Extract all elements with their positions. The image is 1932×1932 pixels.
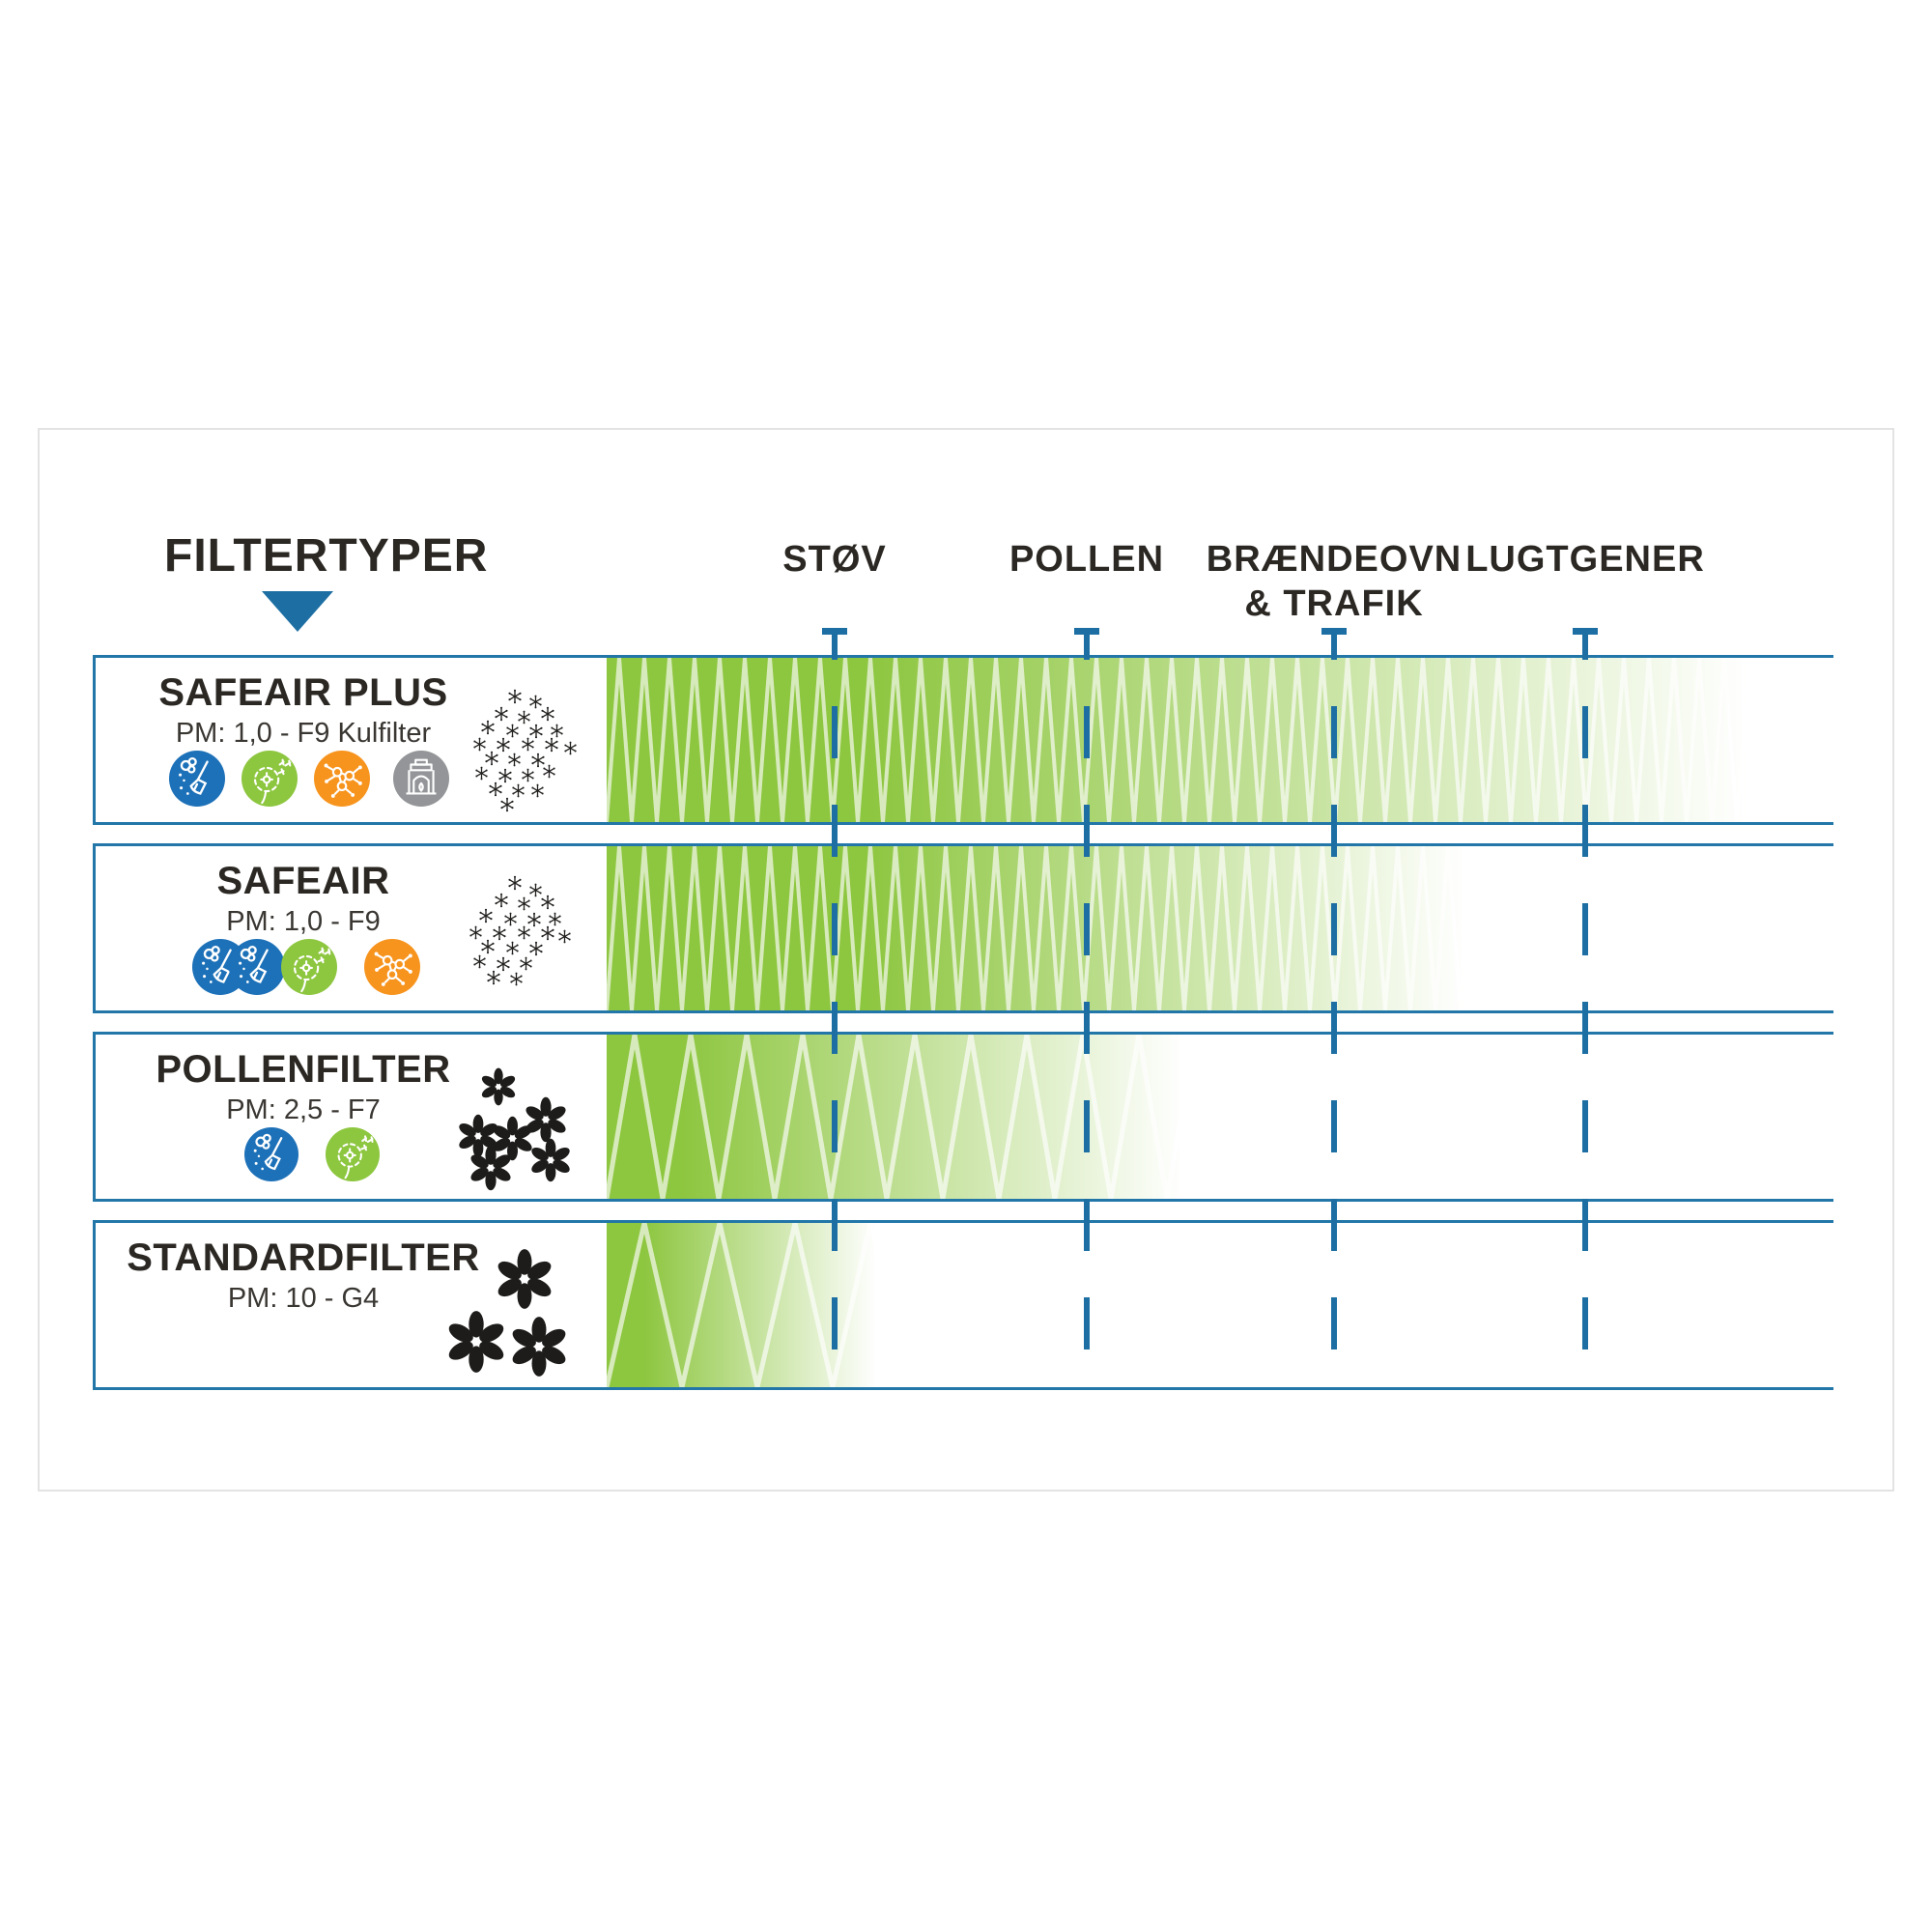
- pollen-grain-cluster: [452, 1064, 582, 1194]
- page-title: FILTERTYPER: [164, 530, 489, 582]
- column-header-pollen: [1009, 537, 1164, 582]
- column-label-line2: & TRAFIK: [1244, 583, 1424, 624]
- coverage-bar: [607, 1035, 1833, 1199]
- row-subtitle: PM: 1,0 - F9: [226, 906, 381, 937]
- row-title: STANDARDFILTER: [127, 1236, 480, 1279]
- pollen-icon: [281, 939, 337, 995]
- row-title: POLLENFILTER: [156, 1048, 451, 1091]
- row-subtitle: PM: 2,5 - F7: [226, 1094, 381, 1125]
- row-safeair-plus: [93, 655, 1833, 825]
- arrow-down-icon: [262, 591, 333, 632]
- pollen-icon: [326, 1127, 380, 1181]
- pollen-icon: [242, 751, 298, 807]
- coarse-pollen-cluster: [442, 1246, 578, 1381]
- row-safeair: [93, 843, 1833, 1013]
- dust-icon: [244, 1127, 298, 1181]
- row-pollenfilter: [93, 1032, 1833, 1202]
- column-header-lugtgener: [1465, 537, 1705, 582]
- column-label-line1: BRÆNDEOVN: [1206, 539, 1463, 580]
- dust-icon: [169, 751, 225, 807]
- smoke-particles-icon: [314, 751, 370, 807]
- fine-particle-cluster: [461, 873, 586, 1009]
- fireplace-icon: [393, 751, 449, 807]
- coverage-bar: [607, 658, 1833, 822]
- row-title: SAFEAIR: [216, 860, 390, 902]
- smoke-particles-icon: [364, 939, 420, 995]
- row-standardfilter: [93, 1220, 1833, 1390]
- column-label: POLLEN: [1009, 539, 1165, 580]
- coverage-bar: [607, 846, 1833, 1010]
- fine-particle-cluster: [465, 687, 590, 822]
- column-header-braendeovn-trafik: [1207, 537, 1462, 626]
- column-label: LUGTGENER: [1465, 539, 1705, 580]
- row-subtitle: PM: 10 - G4: [227, 1283, 380, 1314]
- dust-icon-overlapped: [229, 939, 285, 995]
- row-subtitle: PM: 1,0 - F9 Kulfilter: [175, 718, 432, 749]
- coverage-bar: [607, 1223, 1833, 1387]
- column-header-stov: [782, 537, 886, 582]
- row-title: SAFEAIR PLUS: [158, 671, 448, 714]
- column-label: STØV: [782, 539, 887, 580]
